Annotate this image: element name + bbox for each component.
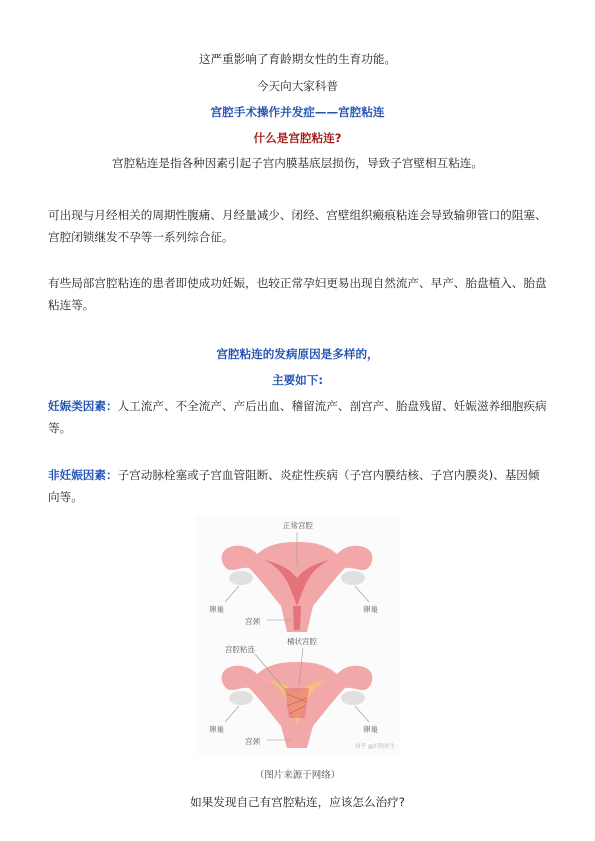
factor-pregnancy-label: 妊娠类因素： <box>48 399 118 413</box>
label-tube-cavity: 桶状宫腔 <box>287 637 317 646</box>
image-caption: （图片来源于网络） <box>254 770 341 781</box>
pregnancy-paragraph: 有些局部宫腔粘连的患者即使成功妊娠，也较正常孕妇更易出现自然流产、早产、胎盘植入、胎盘粘连等。 <box>48 276 547 312</box>
factor-pregnancy-text: 人工流产、不全流产、产后出血、稽留流产、剖宫产、胎盘残留、妊娠滋养细胞疾病等。 <box>48 399 547 435</box>
label-adhesion: 宫腔粘连 <box>225 645 255 654</box>
main-causes-heading: 主要如下: <box>271 373 323 387</box>
intro-line: 这严重影响了育龄期女性的生育功能。 <box>198 52 397 66</box>
label-ovary-left-2: 卵巢 <box>209 725 224 734</box>
label-ovary-left: 卵巢 <box>209 605 224 614</box>
watermark: 知乎 @妇科医生 <box>355 744 396 750</box>
factor-pregnancy <box>48 395 548 439</box>
label-ovary-right: 卵巢 <box>363 605 378 614</box>
factor-non-pregnancy-text: 子宫动脉栓塞或子宫血管阻断、炎症性疾病（子宫内膜结核、子宫内膜炎)、基因倾向等。 <box>48 468 540 504</box>
label-normal-cavity: 正常宫腔 <box>283 521 313 530</box>
uterus-illustration <box>195 516 400 754</box>
intro-line-2: 今天向大家科普 <box>256 79 339 93</box>
factor-non-pregnancy <box>48 464 548 508</box>
factor-non-pregnancy-label: 非妊娠因素： <box>48 468 118 482</box>
definition-text: 宫腔粘连是指各种因素引起子宫内膜基底层损伤，导致子宫壁相互粘连。 <box>111 156 483 170</box>
symptoms-paragraph: 可出现与月经相关的周期性腹痛、月经量减少、闭经、宫壁组织瘢痕粘连会导致输卵管口的阻塞、宫腔闭锁继发不孕等一系列综合征。 <box>48 208 547 244</box>
label-cervix-2: 宫颈 <box>245 737 260 746</box>
question-heading: 什么是宫腔粘连? <box>253 131 342 145</box>
causes-heading: 宫腔粘连的发病原因是多样的， <box>216 347 379 361</box>
label-cervix: 宫颈 <box>245 617 260 626</box>
label-ovary-right-2: 卵巢 <box>363 725 378 734</box>
closing-question: 如果发现自己有宫腔粘连，应该怎么治疗? <box>190 795 405 809</box>
section-heading: 宫腔手术操作并发症——宫腔粘连 <box>210 105 385 119</box>
